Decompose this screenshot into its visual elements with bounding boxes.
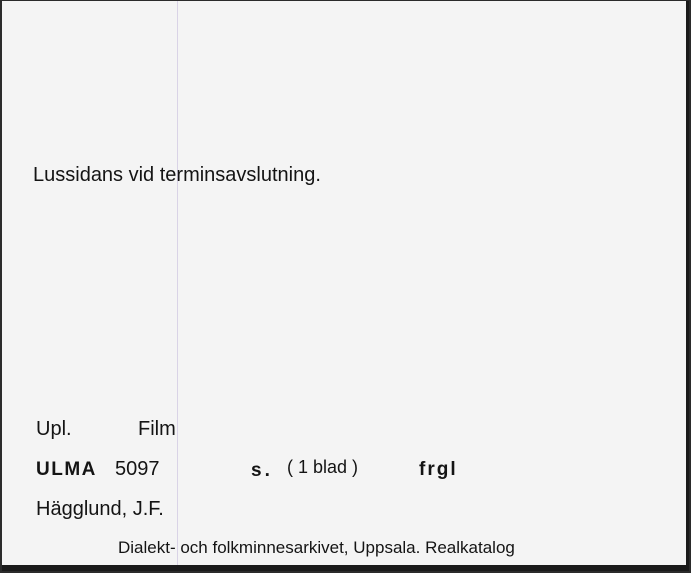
archive-code: ULMA [36,459,97,480]
subject-code: frgl [419,459,458,480]
card-title: Lussidans vid terminsavslutning. [33,164,321,186]
catalog-card [2,1,689,571]
page-count: ( 1 blad ) [287,457,359,477]
archive-footer: Dialekt- och folkminnesarkivet, Uppsala. Realkatalog [118,538,515,557]
medium-label: Film [138,418,176,440]
province-label: Upl. [36,418,72,440]
margin-line [177,1,178,565]
record-number: 5097 [115,458,160,480]
sheet-label: s. [251,460,273,481]
collector-name: Hägglund, J.F. [36,498,164,520]
